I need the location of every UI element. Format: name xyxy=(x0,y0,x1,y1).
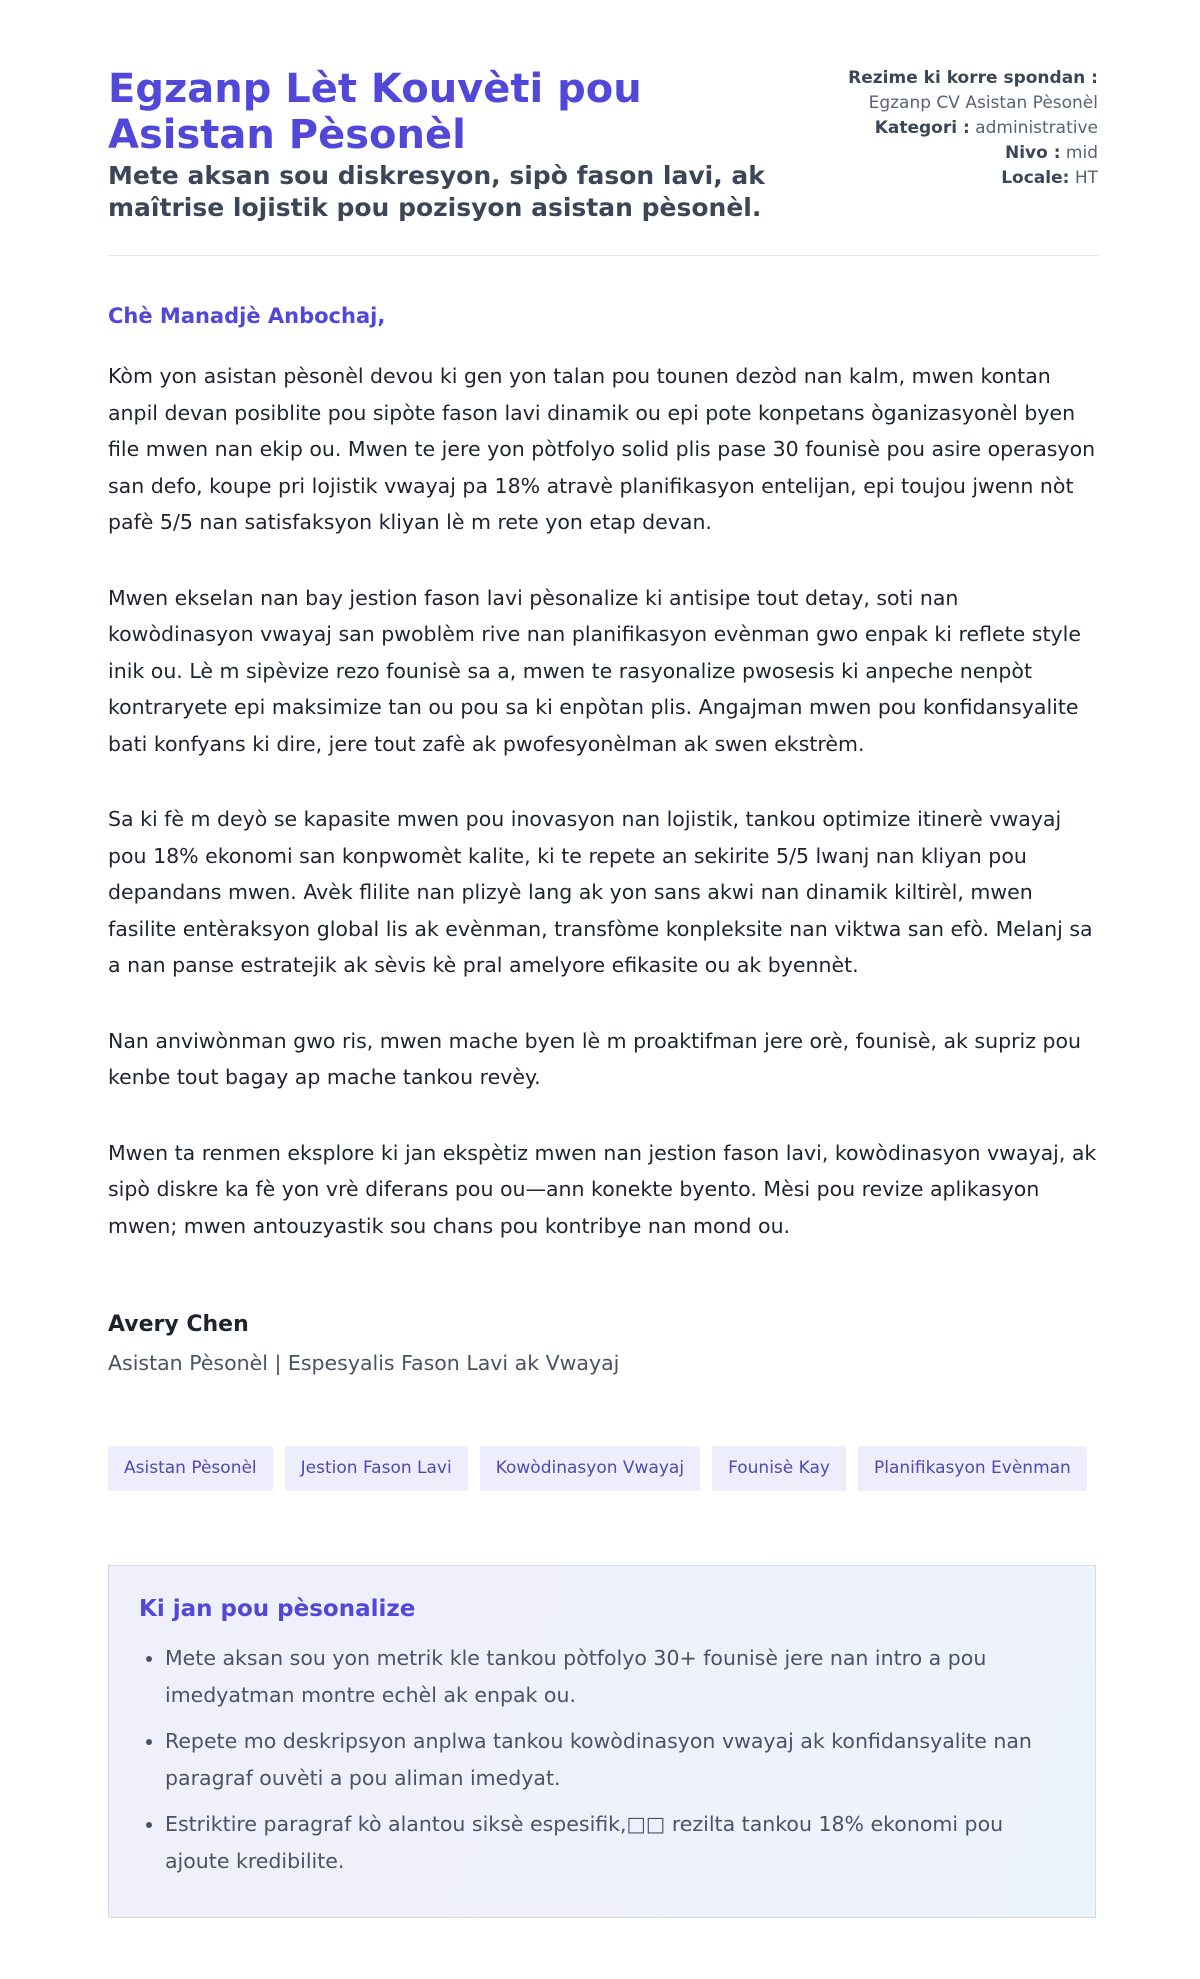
meta-category-label: Kategori : xyxy=(874,118,970,138)
meta-level-row xyxy=(768,141,1098,166)
letter-paragraph: Mwen ekselan nan bay jestion fason lavi pèsonalize ki antisipe tout detay, soti nan kowòdinasyon vwayaj san pwoblèm rive nan planifikasyon evènman gwo enpak ki reflete style inik ou. Lè m sipèvize rezo founisè sa a, mwen te rasyonalize pwosesis ki anpeche nenpòt kontraryete epi maksimize tan ou pou sa ki enpòtan plis. Angajman mwen pou konfidansyalite bati konfyans ki dire, jere tout zafè ak pwofesyonèlman ak swen ekstrèm. xyxy=(108,585,1081,756)
meta-level-value: mid xyxy=(1065,143,1098,163)
signature-name: Avery Chen xyxy=(108,1312,249,1337)
signature-block xyxy=(108,1312,619,1375)
letter-paragraph: Sa ki fè m deyò se kapasite mwen pou inovasyon nan lojistik, tankou optimize itinerè vwayaj pou 18% ekonomi san konpwomèt kalite, ki te repete an sekirite 5/5 lwanj nan kliyan pou depandans mwen. Avèk flilite nan plizyè lang ak yon sans akwi nan dinamik kiltirèl, mwen fasilite entèraksyon global lis ak evènman, transfòme konpleksite nan viktwa san efò. Melanj sa a nan panse estratejik ak sèvis kè pral amelyore efikasite ou ak byennèt. xyxy=(108,807,1093,977)
tip-item: • Mete aksan sou yon metrik kle tankou pòtfolyo 30+ founisè jere nan intro a pou imedyatman montre echèl ak enpak ou. xyxy=(165,1640,1067,1713)
tips-title: Ki jan pou pèsonalize xyxy=(139,1596,416,1622)
tag-chip[interactable]: Planifikasyon Evènman xyxy=(858,1446,1087,1491)
meta-resume-label: Rezime ki korre spondan : xyxy=(848,68,1098,88)
letter-paragraph: Mwen ta renmen eksplore ki jan ekspètiz mwen nan jestion fason lavi, kowòdinasyon vwayaj, ak sipò diskre ka fè yon vrè diferans pou ou—ann konekte byento. Mèsi pou revize aplikasyon mwen; mwen antouzyastik sou chans pou kontribye nan mond ou. xyxy=(108,1140,1097,1238)
meta-resume-value[interactable]: Egzanp CV Asistan Pèsonèl xyxy=(868,93,1098,113)
tag-chip[interactable]: Kowòdinasyon Vwayaj xyxy=(480,1446,700,1491)
meta-resume-value-row xyxy=(768,91,1098,116)
meta-category-value: administrative xyxy=(975,118,1098,138)
meta-locale-label: Locale: xyxy=(1001,168,1070,188)
meta-category-row xyxy=(768,116,1098,141)
tip-item: • Repete mo deskripsyon anplwa tankou kowòdinasyon vwayaj ak konfidansyalite nan paragraf ouvèti a pou aliman imedyat. xyxy=(165,1723,1067,1796)
page-header xyxy=(108,66,1098,224)
letter-salutation: Chè Manadjè Anbochaj, xyxy=(108,304,386,328)
page-subtitle: Mete aksan sou diskresyon, sipò fason lavi, ak maîtrise lojistik pou pozisyon asistan pèsonèl. xyxy=(108,161,765,222)
meta-panel xyxy=(768,66,1098,191)
signature-role: Asistan Pèsonèl | Espesyalis Fason Lavi ak Vwayaj xyxy=(108,1351,620,1375)
tag-chip[interactable]: Founisè Kay xyxy=(712,1446,846,1491)
letter-paragraph: Nan anviwònman gwo ris, mwen mache byen lè m proaktifman jere orè, founisè, ak supriz pou kenbe tout bagay ap mache tankou revèy. xyxy=(108,1028,1082,1089)
meta-resume-row xyxy=(768,66,1098,91)
meta-level-label: Nivo : xyxy=(1004,143,1061,163)
header-divider xyxy=(108,255,1098,256)
tip-item: • Estriktire paragraf kò alantou siksè espesifik,□□ rezilta tankou 18% ekonomi pou ajoute kredibilite. xyxy=(165,1806,1067,1879)
page-title: Egzanp Lèt Kouvèti pou Asistan Pèsonèl xyxy=(108,66,642,158)
customization-tips-box xyxy=(108,1565,1096,1918)
letter-paragraph: Kòm yon asistan pèsonèl devou ki gen yon talan pou tounen dezòd nan kalm, mwen kontan anpil devan posiblite pou sipòte fason lavi dinamik ou epi pote konpetans òganizasyonèl byen file mwen nan ekip ou. Mwen te jere yon pòtfolyo solid plis pase 30 founisè pou asire operasyon san defo, koupe pri lojistik vwayaj pa 18% atravè planifikasyon entelijan, epi toujou jwenn nòt pafè 5/5 nan satisfaksyon kliyan lè m rete yon etap devan. xyxy=(108,364,1096,534)
tips-list xyxy=(139,1640,1067,1879)
letter-body xyxy=(108,358,1098,1283)
tag-list xyxy=(108,1446,1087,1491)
meta-locale-row xyxy=(768,166,1098,191)
tag-chip[interactable]: Asistan Pèsonèl xyxy=(108,1446,273,1491)
meta-locale-value: HT xyxy=(1074,168,1098,188)
tag-chip[interactable]: Jestion Fason Lavi xyxy=(285,1446,468,1491)
